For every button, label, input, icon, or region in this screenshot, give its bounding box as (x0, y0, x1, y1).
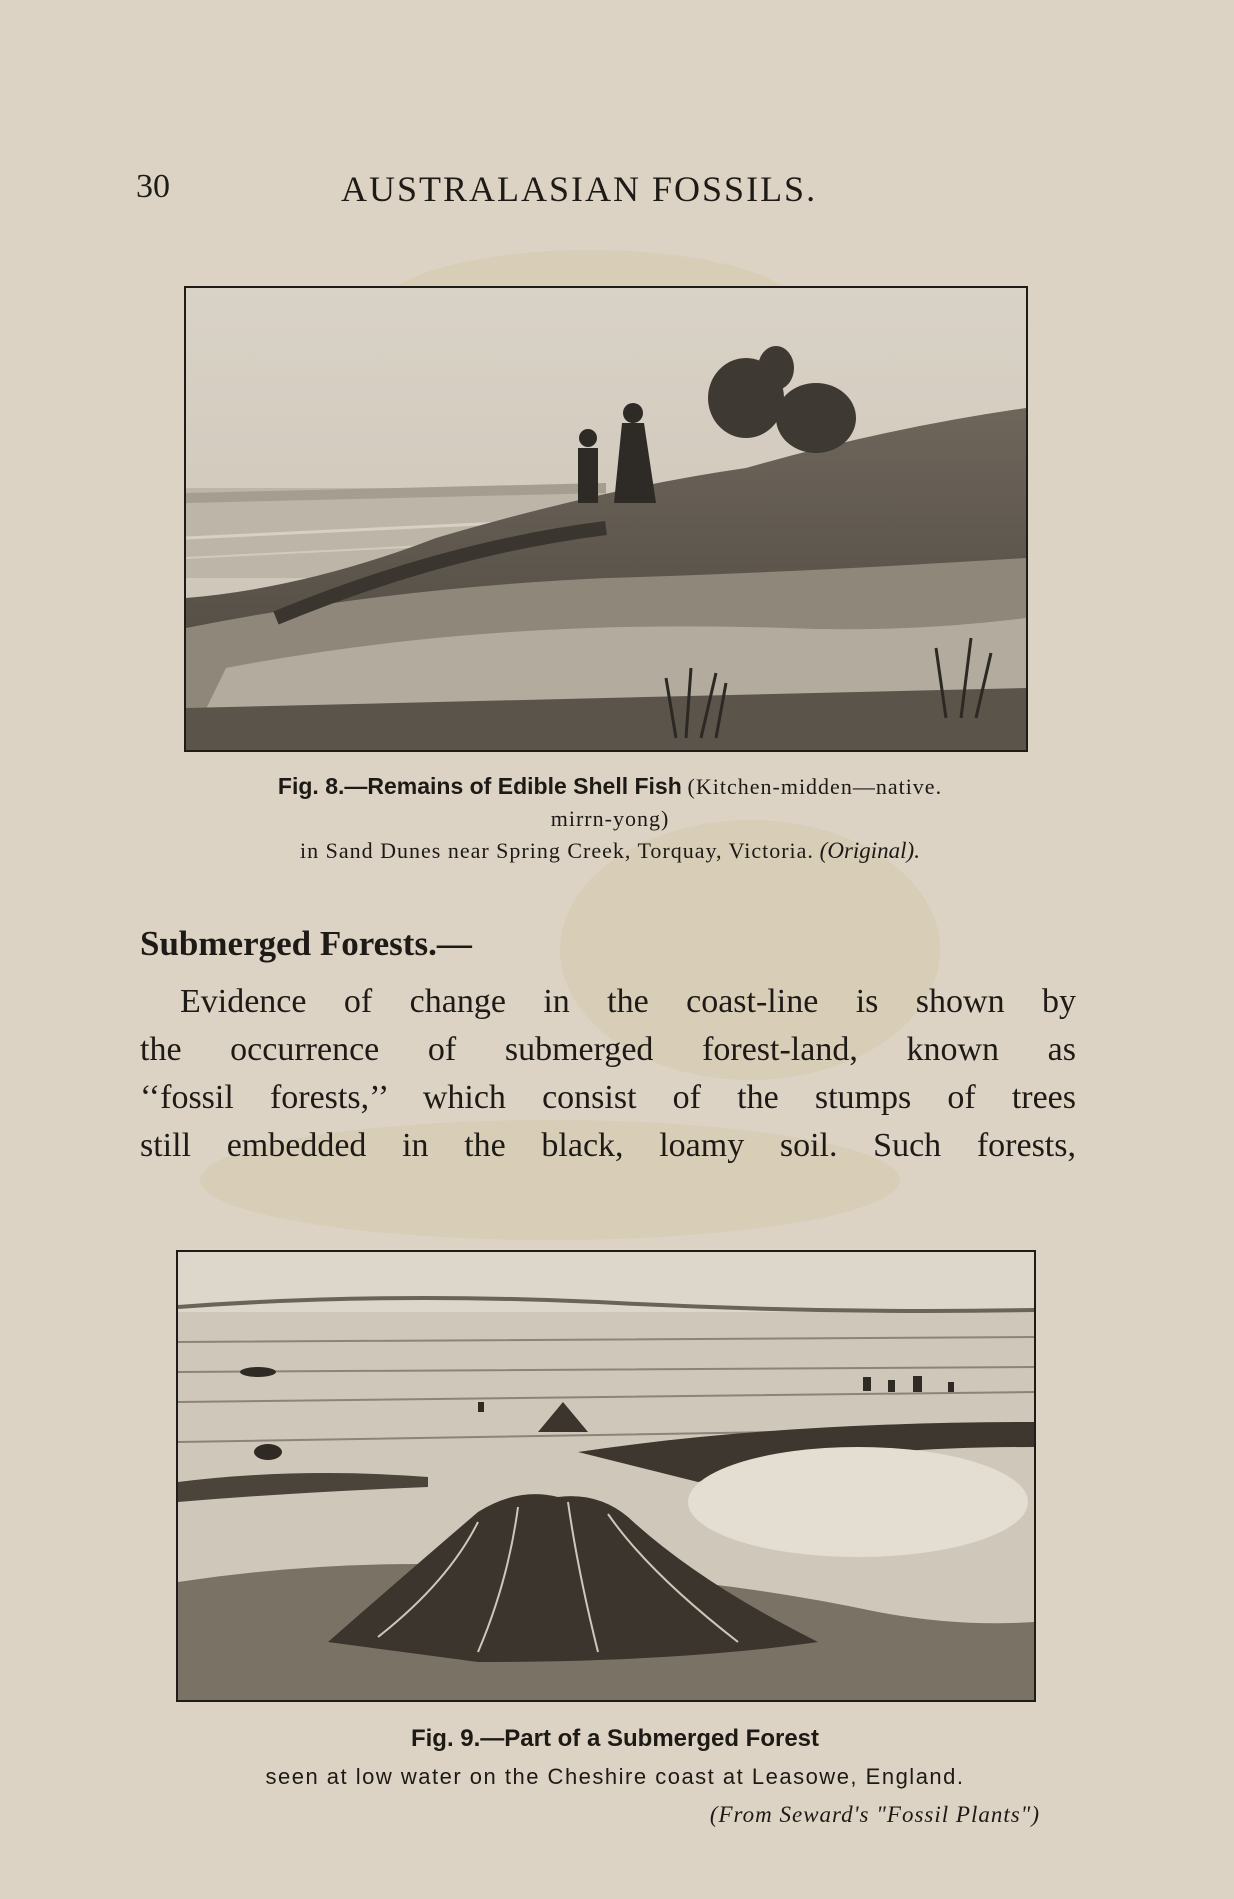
paragraph-line: the occurrence of submerged forest-land, known as (140, 1031, 1076, 1068)
figure-9-caption-line2: seen at low water on the Cheshire coast at Leasowe, England. (265, 1764, 965, 1789)
figure-9-caption (190, 1720, 1040, 1834)
figure-9-label: Fig. 9.—Part of a Submerged Forest (410, 1725, 820, 1752)
sand-dunes-photo (186, 288, 1026, 750)
figure-9-source: (From Seward's "Fossil Plants") (709, 1802, 1040, 1827)
figure-8-caption-line3: in Sand Dunes near Spring Creek, Torquay, Victoria. (300, 838, 814, 863)
figure-8-caption (190, 770, 1030, 867)
body-paragraph (140, 978, 1076, 1170)
figure-8-caption-note: (Kitchen-midden—native. (687, 774, 943, 799)
page-number: 30 (136, 168, 170, 205)
section-heading: Submerged Forests.— (140, 924, 472, 963)
running-header (136, 168, 896, 218)
figure-8-source: (Original). (819, 838, 920, 863)
paragraph-line: ‘‘fossil forests,’’ which consist of the stumps of trees (140, 1079, 1076, 1116)
figure-8-caption-line2: mirrn-yong) (550, 806, 670, 831)
submerged-forest-photo (178, 1252, 1034, 1700)
running-title: AUSTRALASIAN FOSSILS. (341, 169, 818, 209)
paragraph-line: still embedded in the black, loamy soil. Such forests, (140, 1127, 1076, 1164)
figure-8-label: Fig. 8.—Remains of Edible Shell Fish (277, 773, 682, 799)
figure-9-photo (176, 1250, 1036, 1702)
paragraph-line: Evidence of change in the coast-line is shown by (180, 983, 1076, 1020)
figure-8-photo (184, 286, 1028, 752)
